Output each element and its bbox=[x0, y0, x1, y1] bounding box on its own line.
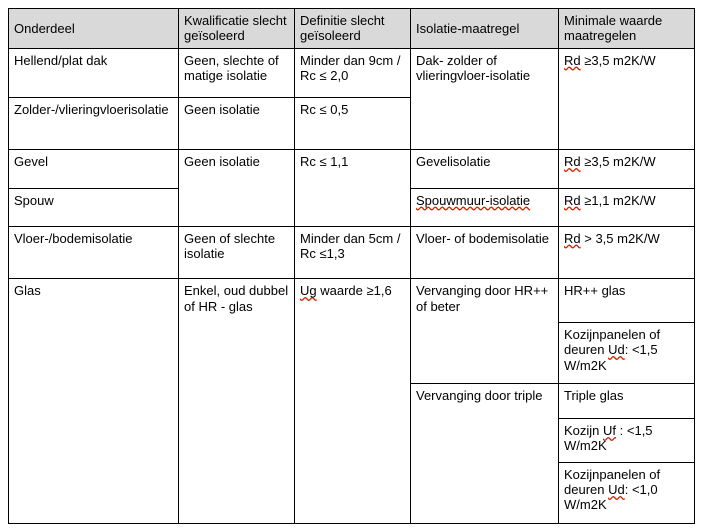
column-header-minimale-waarde: Minimale waarde maatregelen bbox=[559, 9, 695, 49]
waarde-kozijn-prefix: Kozijn bbox=[564, 423, 604, 439]
cell-onderdeel-glas: Glas bbox=[9, 279, 179, 524]
cell-maatregel-vloer: Vloer- of bodemisolatie bbox=[411, 226, 559, 278]
cell-definitie-gevel-spouw: Rc ≤ 1,1 bbox=[295, 150, 411, 226]
cell-definitie-zoldervloer: Rc ≤ 0,5 bbox=[295, 97, 411, 149]
waarde-vloer-value: > 3,5 m2K/W bbox=[580, 230, 660, 246]
cell-kwalificatie-zoldervloer: Geen isolatie bbox=[179, 97, 295, 149]
waarde-kozijnpanelen-post: : <1,5 W/m2K bbox=[564, 342, 658, 373]
cell-waarde-gevel bbox=[559, 150, 695, 188]
spellcheck-term-ud: Ud bbox=[608, 482, 625, 498]
cell-maatregel-gevelisolatie: Gevelisolatie bbox=[411, 150, 559, 188]
waarde-kozijn-post: : <1,5 W/m2K bbox=[564, 423, 653, 454]
cell-waarde-vloer bbox=[559, 226, 695, 278]
table-row bbox=[9, 279, 695, 323]
cell-definitie-vloer: Minder dan 5cm / Rc ≤1,3 bbox=[295, 226, 411, 278]
column-header-onderdeel: Onderdeel bbox=[9, 9, 179, 49]
cell-waarde-kozijnpanelen-ud15 bbox=[559, 322, 695, 383]
cell-maatregel-spouwmuur bbox=[411, 188, 559, 226]
spellcheck-term-rd: Rd bbox=[564, 192, 581, 208]
spellcheck-term-ug: Ug bbox=[300, 283, 317, 299]
cell-onderdeel-gevel: Gevel bbox=[9, 150, 179, 188]
cell-waarde-kozijn-uf15 bbox=[559, 419, 695, 463]
cell-waarde-hrplusplus-glas: HR++ glas bbox=[559, 279, 695, 323]
column-header-definitie: Definitie slecht geïsoleerd bbox=[295, 9, 411, 49]
cell-maatregel-hrplusplus: Vervanging door HR++ of beter bbox=[411, 279, 559, 384]
cell-definitie-glas bbox=[295, 279, 411, 524]
cell-kwalificatie-vloer: Geen of slechte isolatie bbox=[179, 226, 295, 278]
spellcheck-term-rd: Rd bbox=[564, 52, 581, 68]
table-header-row bbox=[9, 9, 695, 49]
cell-kwalificatie-dak: Geen, slechte of matige isolatie bbox=[179, 48, 295, 97]
waarde-kozijnpanelen2-prefix: Kozijnpanelen of deuren bbox=[564, 466, 661, 498]
column-header-kwalificatie: Kwalificatie slecht geïsoleerd bbox=[179, 9, 295, 49]
insulation-measures-table-container bbox=[8, 8, 694, 524]
definitie-glas-value: waarde ≥1,6 bbox=[316, 283, 392, 299]
cell-onderdeel-zoldervloer: Zolder-/vlieringvloerisolatie bbox=[9, 97, 179, 149]
waarde-kozijnpanelen-prefix: Kozijnpanelen of deuren bbox=[564, 326, 661, 358]
cell-waarde-spouw bbox=[559, 188, 695, 226]
column-header-isolatie-maatregel: Isolatie-maatregel bbox=[411, 9, 559, 49]
cell-kwalificatie-glas: Enkel, oud dubbel of HR - glas bbox=[179, 279, 295, 524]
table-row bbox=[9, 150, 695, 188]
cell-maatregel-triple: Vervanging door triple bbox=[411, 384, 559, 524]
cell-waarde-kozijnpanelen-ud10 bbox=[559, 462, 695, 523]
cell-onderdeel-spouw: Spouw bbox=[9, 188, 179, 226]
waarde-spouw-value: ≥1,1 m2K/W bbox=[580, 192, 656, 208]
spellcheck-term-uf: Uf bbox=[603, 423, 617, 439]
spellcheck-term-ud: Ud bbox=[608, 342, 625, 358]
cell-maatregel-dak: Dak- zolder of vlieringvloer-isolatie bbox=[411, 48, 559, 150]
cell-kwalificatie-gevel-spouw: Geen isolatie bbox=[179, 150, 295, 226]
insulation-measures-table bbox=[8, 8, 695, 524]
cell-onderdeel-vloer: Vloer-/bodemisolatie bbox=[9, 226, 179, 278]
spellcheck-term-rd: Rd bbox=[564, 230, 581, 246]
cell-onderdeel-dak: Hellend/plat dak bbox=[9, 48, 179, 97]
spellcheck-term-rd: Rd bbox=[564, 154, 581, 170]
cell-waarde-dak bbox=[559, 48, 695, 150]
cell-definitie-dak: Minder dan 9cm / Rc ≤ 2,0 bbox=[295, 48, 411, 97]
waarde-gevel-value: ≥3,5 m2K/W bbox=[580, 154, 656, 170]
table-row bbox=[9, 226, 695, 278]
waarde-kozijnpanelen2-post: : <1,0 W/m2K bbox=[564, 482, 658, 513]
waarde-dak-value: ≥3,5 m2K/W bbox=[580, 52, 656, 68]
cell-waarde-triple-glas: Triple glas bbox=[559, 384, 695, 419]
table-row bbox=[9, 48, 695, 97]
spellcheck-term-spouwmuur-isolatie: Spouwmuur-isolatie bbox=[416, 192, 531, 208]
